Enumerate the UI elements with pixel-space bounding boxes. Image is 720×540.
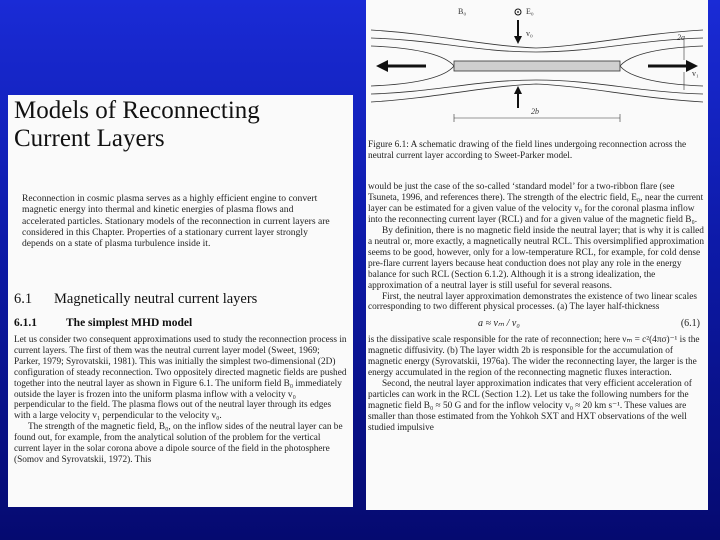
section-heading: 6.1 Magnetically neutral current layers bbox=[14, 291, 258, 307]
chapter-abstract: Reconnection in cosmic plasma serves as a highly efficient engine to convert magnetic energy into thermal and kinetic energies of plasma flows and accelerated particles. Stationary models of the reconnection in current layers are considered in this Chapter. Properties of a stationary current layer strongly depends on a state of plasma turbulence inside it. bbox=[22, 193, 330, 250]
figure-caption: Figure 6.1: A schematic drawing of the field lines undergoing reconnection across the neutral current layer according to Sweet-Parker model. bbox=[368, 140, 687, 161]
label-2b: 2b bbox=[531, 107, 539, 116]
paragraph: The strength of the magnetic field, B₀, on the inflow sides of the neutral layer can be found out, for example, from the analytical solution of the problem for the vertical current layer in the solar corona above a dipole source of the field in the photosphere (Somov and Syrovatskii, 1972). This bbox=[14, 422, 343, 465]
label-2a: 2a bbox=[677, 33, 685, 42]
label-b0: B₀ bbox=[458, 7, 467, 16]
paragraph: Let us consider two consequent approximations used to study the reconnection process in current layers. The first of them was the neutral current layer model (Sweet, 1969; Parker, 1979; Syrovatskii, 1981). This was initially the simplest two-dimensional (2D) configuration of steady reconnection. Two oppositely directed magnetic fields are pushed together into the neutral layer as shown in Figure 6.1. The uniform field B₀ immediately outside the layer is frozen into the uniform plasma inflow with a velocity v₀ perpendicular to the field. The plasma flows out of the neutral layer through its edges with a large velocity v₁ perpendicular to the velocity v₀. bbox=[14, 335, 347, 422]
left-page bbox=[8, 95, 353, 507]
subsection-heading: 6.1.1 The simplest MHD model bbox=[14, 317, 193, 329]
paragraph: is the dissipative scale responsible for the rate of reconnection; here νₘ = c²(4πσ)⁻¹ is the magnetic diffusivity. (b) The layer width 2b is responsible for the accumulation of magnetic energy (Syrovatskii, 1976a). The wider the reconnecting layer, the larger is the energy accumulated in the region of the reconnecting magnetic fluxes interaction. bbox=[368, 335, 700, 379]
equation-number: (6.1) bbox=[680, 317, 700, 329]
label-v0: v₀ bbox=[526, 29, 533, 38]
paragraph: would be just the case of the so-called ‘standard model’ for a two-ribbon flare (see Tsuneta, 1996, and references there). The strength of the electric field, E₀, near the current layer can be estimated for a given value of the velocity v₀ for the coronal plasma inflow into the reconnecting current layer (RCL) and for a given value of the magnetic field B₀. bbox=[368, 182, 704, 225]
label-v1: v₁ bbox=[692, 69, 699, 78]
label-e0: E₀ bbox=[526, 7, 534, 16]
sweet-parker-diagram bbox=[366, 0, 708, 132]
paragraph: Second, the neutral layer approximation indicates that very efficient acceleration of particles can work in the RCL (Section 1.2). Let us take the following numbers for the magnetic field B₀ ≈ 50 G and for the inflow velocity v₀ ≈ 20 km s⁻¹. These values are smaller than those estimated from the Yohkoh SXT and HXT observations of the well studied impulsive bbox=[368, 379, 692, 434]
equation-body: a ≈ νₘ / v₀ bbox=[478, 317, 520, 329]
paragraph: By definition, there is no magnetic field inside the neutral layer; that is why it is called a neutral or, more exactly, a magnetically neutral RCL. This oversimplified approximation seems to be good, however, only for a low-temperature RCL, for example, for cold dense pre-flare current layers because heat conduction does not play any role in the energy balance for such RCL (Section 6.1.2). Although it is a strong idealization, the approximation of a neutral layer is still useful for several reasons. bbox=[368, 225, 705, 291]
right-page bbox=[366, 0, 708, 510]
left-body-text bbox=[14, 335, 348, 466]
paragraph: First, the neutral layer approximation demonstrates the existence of two linear scales corresponding to two different physical processes. (a) The layer half-thickness bbox=[368, 291, 697, 313]
chapter-title: Models of Reconnecting Current Layers bbox=[14, 97, 260, 152]
current-layer bbox=[454, 61, 620, 71]
equation-6-1 bbox=[368, 313, 706, 335]
right-body-text bbox=[368, 182, 706, 434]
